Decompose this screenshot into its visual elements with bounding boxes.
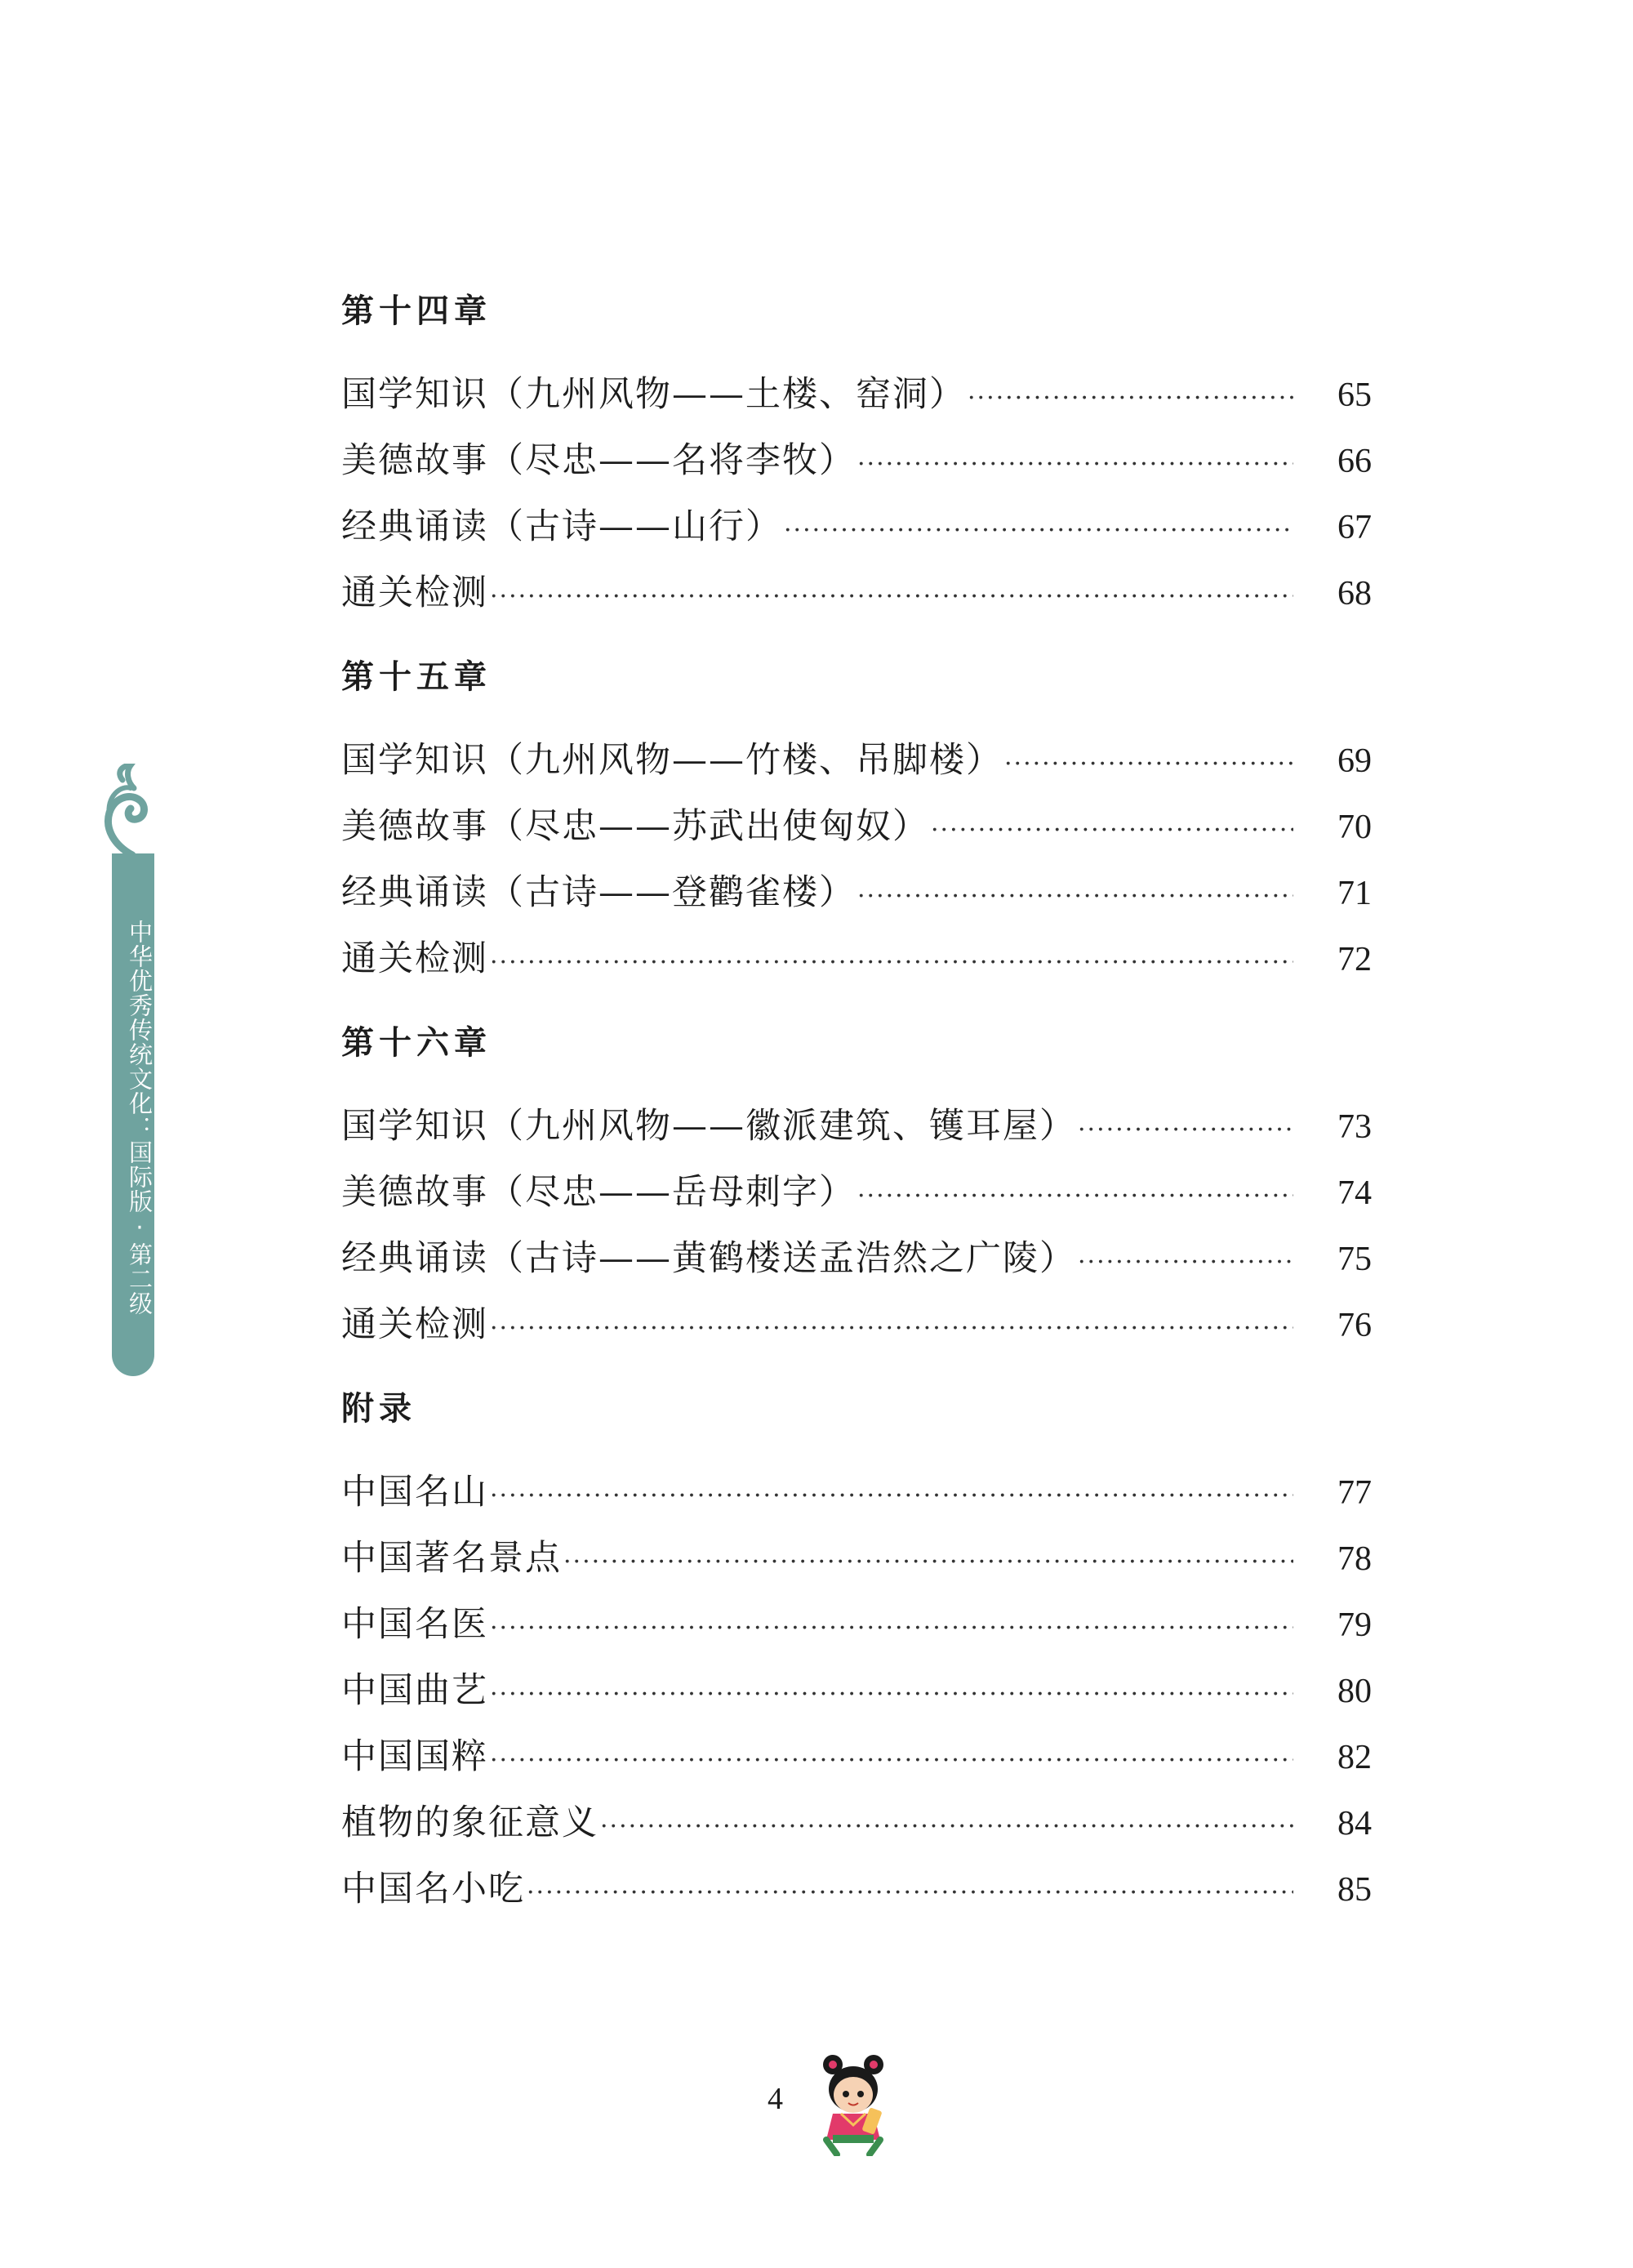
dot-leader [1078, 1229, 1293, 1295]
entry-title: 中国名小吃 [341, 1869, 525, 1909]
entry-page-number: 78 [1337, 1540, 1372, 1578]
entry-title: 经典诵读（古诗——山行） [341, 506, 782, 547]
chapter-title: 第十四章 [341, 292, 492, 330]
entry-title: 通关检测 [341, 573, 488, 613]
book-series-title: 中华优秀传统文化：国际版·第二级 [126, 919, 154, 1316]
dot-leader [857, 863, 1293, 929]
entry-page-number: 72 [1337, 941, 1372, 978]
entry-title: 国学知识（九州风物——土楼、窑洞） [341, 374, 966, 415]
dot-leader [563, 1529, 1293, 1595]
entry-page-number: 67 [1337, 509, 1372, 546]
entry-page-number: 68 [1337, 575, 1372, 613]
chapter-title: 附录 [341, 1390, 416, 1428]
dot-leader [600, 1793, 1293, 1860]
entry-title: 中国名医 [341, 1604, 488, 1645]
entry-page-number: 73 [1337, 1108, 1372, 1146]
entry-title: 美德故事（尽忠——苏武出使匈奴） [341, 806, 929, 847]
dot-leader [1004, 731, 1293, 797]
toc-entry[interactable] [341, 1292, 1372, 1358]
entry-page-number: 84 [1337, 1805, 1372, 1842]
swirl-ornament-icon [98, 764, 167, 858]
entry-title: 中国曲艺 [341, 1670, 488, 1711]
dot-leader [1078, 1097, 1293, 1163]
entry-page-number: 85 [1337, 1871, 1372, 1909]
toc-entry[interactable] [341, 794, 1372, 860]
toc-entry[interactable] [341, 1724, 1372, 1790]
entry-page-number: 71 [1337, 875, 1372, 912]
toc-entry[interactable] [341, 1094, 1372, 1160]
entry-page-number: 80 [1337, 1673, 1372, 1710]
entry-title: 国学知识（九州风物——徽派建筑、镬耳屋） [341, 1106, 1076, 1147]
side-tab [112, 853, 154, 1376]
toc-entry[interactable] [341, 1526, 1372, 1592]
entry-title: 经典诵读（古诗——黄鹤楼送孟浩然之广陵） [341, 1238, 1076, 1279]
toc-entry[interactable] [341, 926, 1372, 992]
dot-leader [490, 1463, 1293, 1529]
dot-leader [490, 1661, 1293, 1727]
entry-page-number: 75 [1337, 1241, 1372, 1278]
toc-entry[interactable] [341, 860, 1372, 926]
entry-title: 通关检测 [341, 938, 488, 979]
toc-entry[interactable] [341, 560, 1372, 626]
toc-entry[interactable] [341, 1226, 1372, 1292]
toc-entry[interactable] [341, 1592, 1372, 1658]
dot-leader [784, 497, 1293, 564]
dot-leader [968, 365, 1293, 431]
entry-page-number: 66 [1337, 443, 1372, 480]
entry-page-number: 82 [1337, 1739, 1372, 1776]
toc-section [341, 282, 1372, 648]
toc-entry[interactable] [341, 362, 1372, 428]
chapter-title: 第十五章 [341, 658, 492, 696]
entry-page-number: 65 [1337, 377, 1372, 414]
table-of-contents [341, 282, 1372, 1923]
dot-leader [857, 1163, 1293, 1229]
entry-page-number: 74 [1337, 1174, 1372, 1212]
dot-leader [490, 1595, 1293, 1661]
page-number: 4 [768, 2082, 783, 2116]
dot-leader [857, 431, 1293, 497]
toc-entry[interactable] [341, 1790, 1372, 1856]
dot-leader [931, 797, 1293, 863]
entry-page-number: 77 [1337, 1474, 1372, 1512]
toc-entry[interactable] [341, 1658, 1372, 1724]
entry-title: 国学知识（九州风物——竹楼、吊脚楼） [341, 740, 1003, 781]
entry-title: 中国著名景点 [341, 1538, 562, 1579]
dot-leader [490, 1295, 1293, 1361]
entry-page-number: 70 [1337, 809, 1372, 846]
dot-leader [527, 1860, 1293, 1926]
entry-page-number: 79 [1337, 1606, 1372, 1644]
toc-section [341, 1014, 1372, 1379]
toc-entry[interactable] [341, 728, 1372, 794]
girl-mascot-icon [808, 2050, 898, 2156]
entry-title: 植物的象征意义 [341, 1802, 598, 1843]
entry-title: 中国名山 [341, 1472, 488, 1513]
dot-leader [490, 929, 1293, 996]
toc-section [341, 1379, 1372, 1923]
entry-title: 中国国粹 [341, 1736, 488, 1777]
entry-title: 经典诵读（古诗——登鹳雀楼） [341, 872, 856, 913]
toc-entry[interactable] [341, 1160, 1372, 1226]
entry-page-number: 69 [1337, 742, 1372, 780]
entry-title: 美德故事（尽忠——名将李牧） [341, 440, 856, 481]
toc-entry[interactable] [341, 1459, 1372, 1526]
entry-title: 通关检测 [341, 1304, 488, 1345]
toc-section [341, 648, 1372, 1014]
dot-leader [490, 564, 1293, 630]
entry-page-number: 76 [1337, 1307, 1372, 1344]
toc-entry[interactable] [341, 428, 1372, 494]
chapter-title: 第十六章 [341, 1024, 492, 1062]
toc-entry[interactable] [341, 494, 1372, 560]
dot-leader [490, 1727, 1293, 1793]
entry-title: 美德故事（尽忠——岳母刺字） [341, 1172, 856, 1213]
toc-entry[interactable] [341, 1856, 1372, 1923]
